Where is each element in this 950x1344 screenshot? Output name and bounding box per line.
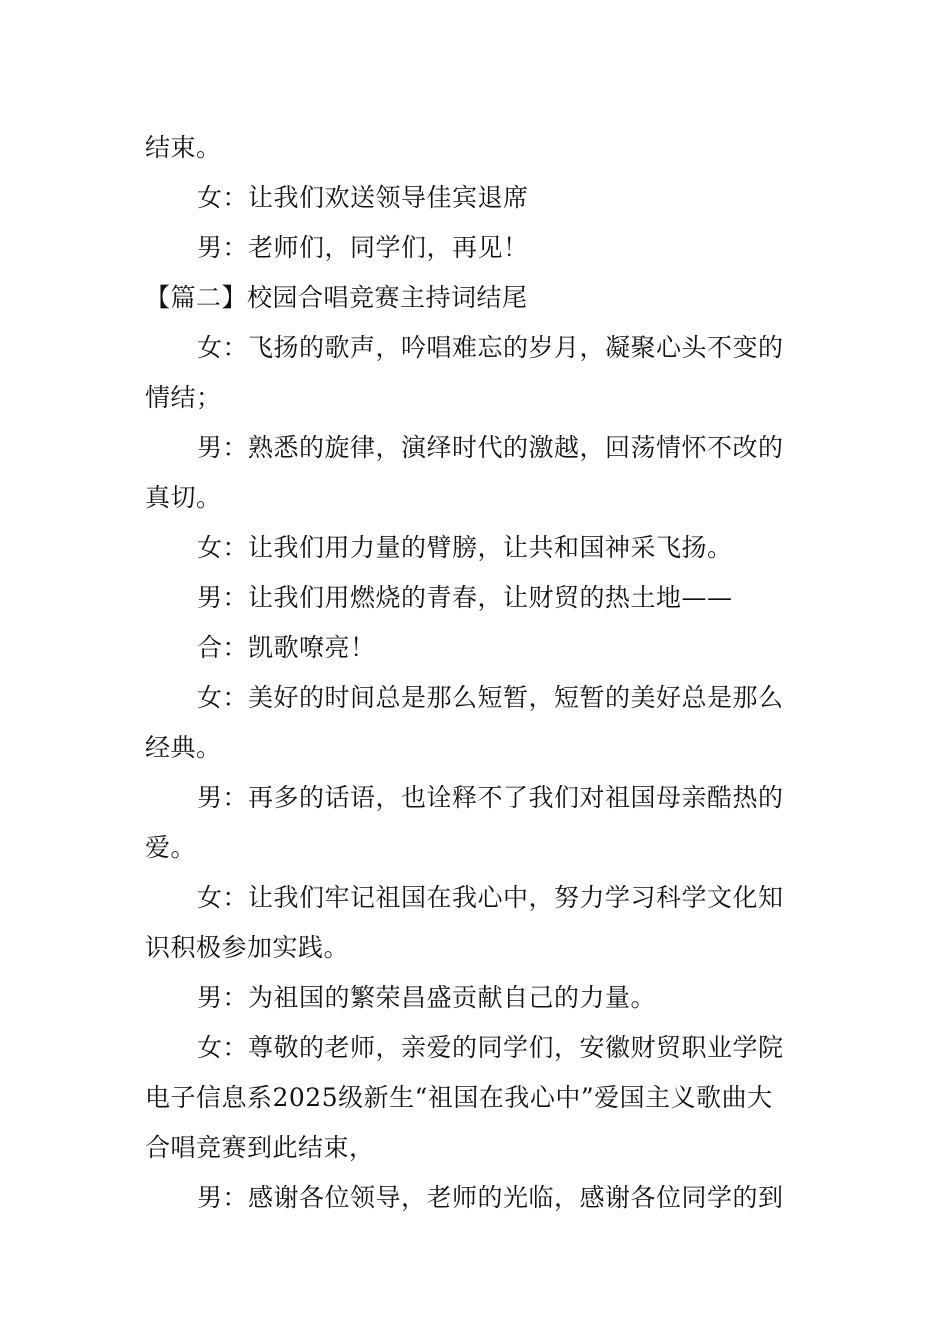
text-line: 爱。: [145, 833, 197, 862]
text-line: 女：让我们欢送领导佳宾退席: [197, 183, 529, 212]
text-line: 结束。: [145, 133, 222, 162]
text-line: 电子信息系2025级新生“祖国在我心中”爱国主义歌曲大: [145, 1083, 773, 1112]
text-line: 女：让我们用力量的臂膀，让共和国神采飞扬。: [197, 533, 733, 562]
text-line: 合唱竞赛到此结束，: [145, 1133, 375, 1162]
text-line: 女：尊敬的老师，亲爱的同学们，安徽财贸职业学院: [197, 1033, 784, 1062]
text-line: 识积极参加实践。: [145, 933, 350, 962]
text-line: 女：飞扬的歌声，吟唱难忘的岁月，凝聚心头不变的: [197, 333, 784, 362]
text-line: 真切。: [145, 483, 222, 512]
text-line: 男：为祖国的繁荣昌盛贡献自己的力量。: [197, 983, 657, 1012]
text-line: 男：感谢各位领导，老师的光临，感谢各位同学的到: [197, 1183, 784, 1212]
text-line: 男：再多的话语，也诠释不了我们对祖国母亲酷热的: [197, 783, 784, 812]
text-line: 男：让我们用燃烧的青春，让财贸的热土地——: [197, 583, 733, 612]
text-line: 女：美好的时间总是那么短暂，短暂的美好总是那么: [197, 683, 784, 712]
text-line: 经典。: [145, 733, 222, 762]
section-heading: 【篇二】校园合唱竞赛主持词结尾: [145, 283, 528, 312]
text-line: 男：老师们，同学们，再见！: [197, 233, 529, 262]
text-line: 男：熟悉的旋律，演绎时代的激越，回荡情怀不改的: [197, 433, 784, 462]
text-line: 女：让我们牢记祖国在我心中，努力学习科学文化知: [197, 883, 784, 912]
text-line: 合：凯歌嘹亮！: [197, 633, 376, 662]
text-line: 情结；: [145, 383, 222, 412]
